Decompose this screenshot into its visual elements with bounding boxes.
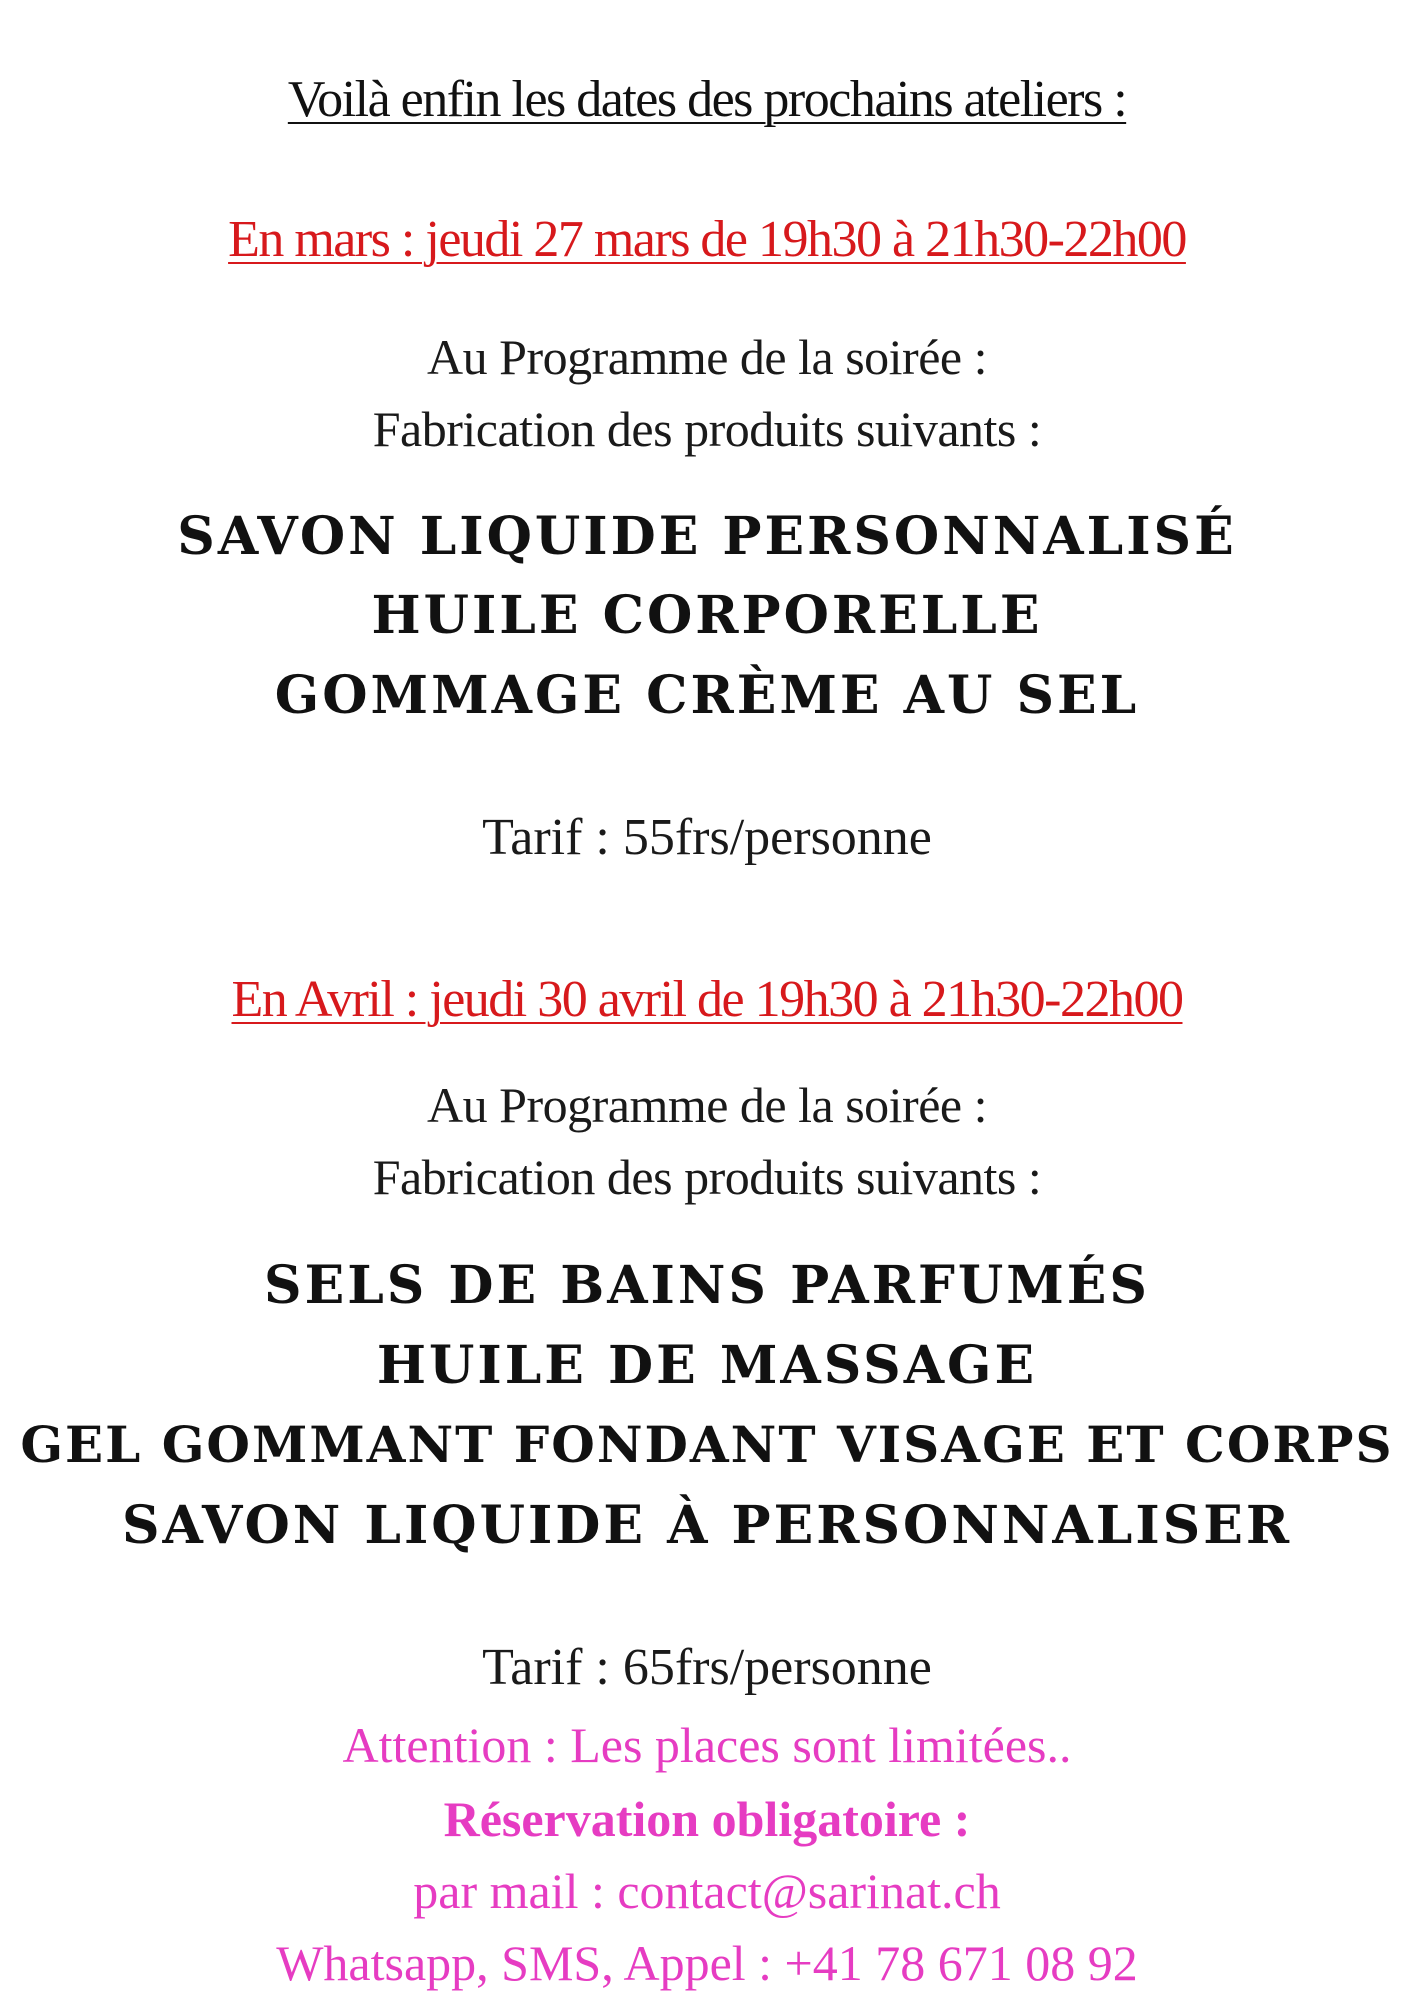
workshop-march-program: Au Programme de la soirée : bbox=[427, 329, 987, 385]
workshop-april-price: Tarif : 65frs/personne bbox=[482, 1639, 932, 1696]
workshop-april-product: GEL GOMMANT FONDANT VISAGE ET CORPS bbox=[20, 1415, 1394, 1474]
workshop-march-price: Tarif : 55frs/personne bbox=[482, 809, 932, 866]
notice-mail: par mail : contact@sarinat.ch bbox=[413, 1863, 1001, 1919]
workshop-april-program: Au Programme de la soirée : bbox=[427, 1077, 987, 1133]
workshop-march-product: GOMMAGE CRÈME AU SEL bbox=[274, 665, 1140, 726]
intro-heading: Voilà enfin les dates des prochains ateliers : bbox=[287, 71, 1127, 128]
workshop-april-fabrication: Fabrication des produits suivants : bbox=[372, 1149, 1042, 1205]
workshop-april-product: SELS DE BAINS PARFUMÉS bbox=[264, 1255, 1150, 1316]
workshop-march-date: En mars : jeudi 27 mars de 19h30 à 21h30-22h00 bbox=[228, 211, 1186, 268]
workshop-april-product: SAVON LIQUIDE À PERSONNALISER bbox=[121, 1495, 1293, 1556]
workshop-march-product: SAVON LIQUIDE PERSONNALISÉ bbox=[177, 506, 1237, 567]
notice-attention: Attention : Les places sont limitées.. bbox=[342, 1717, 1072, 1773]
workshop-april-product: HUILE DE MASSAGE bbox=[376, 1335, 1038, 1396]
workshop-march-fabrication: Fabrication des produits suivants : bbox=[372, 401, 1042, 457]
notice-reservation: Réservation obligatoire : bbox=[443, 1791, 971, 1847]
workshop-march-product: HUILE CORPORELLE bbox=[371, 585, 1043, 646]
workshop-april-date: En Avril : jeudi 30 avril de 19h30 à 21h30-22h00 bbox=[231, 971, 1183, 1028]
notice-phone: Whatsapp, SMS, Appel : +41 78 671 08 92 bbox=[276, 1935, 1138, 1991]
